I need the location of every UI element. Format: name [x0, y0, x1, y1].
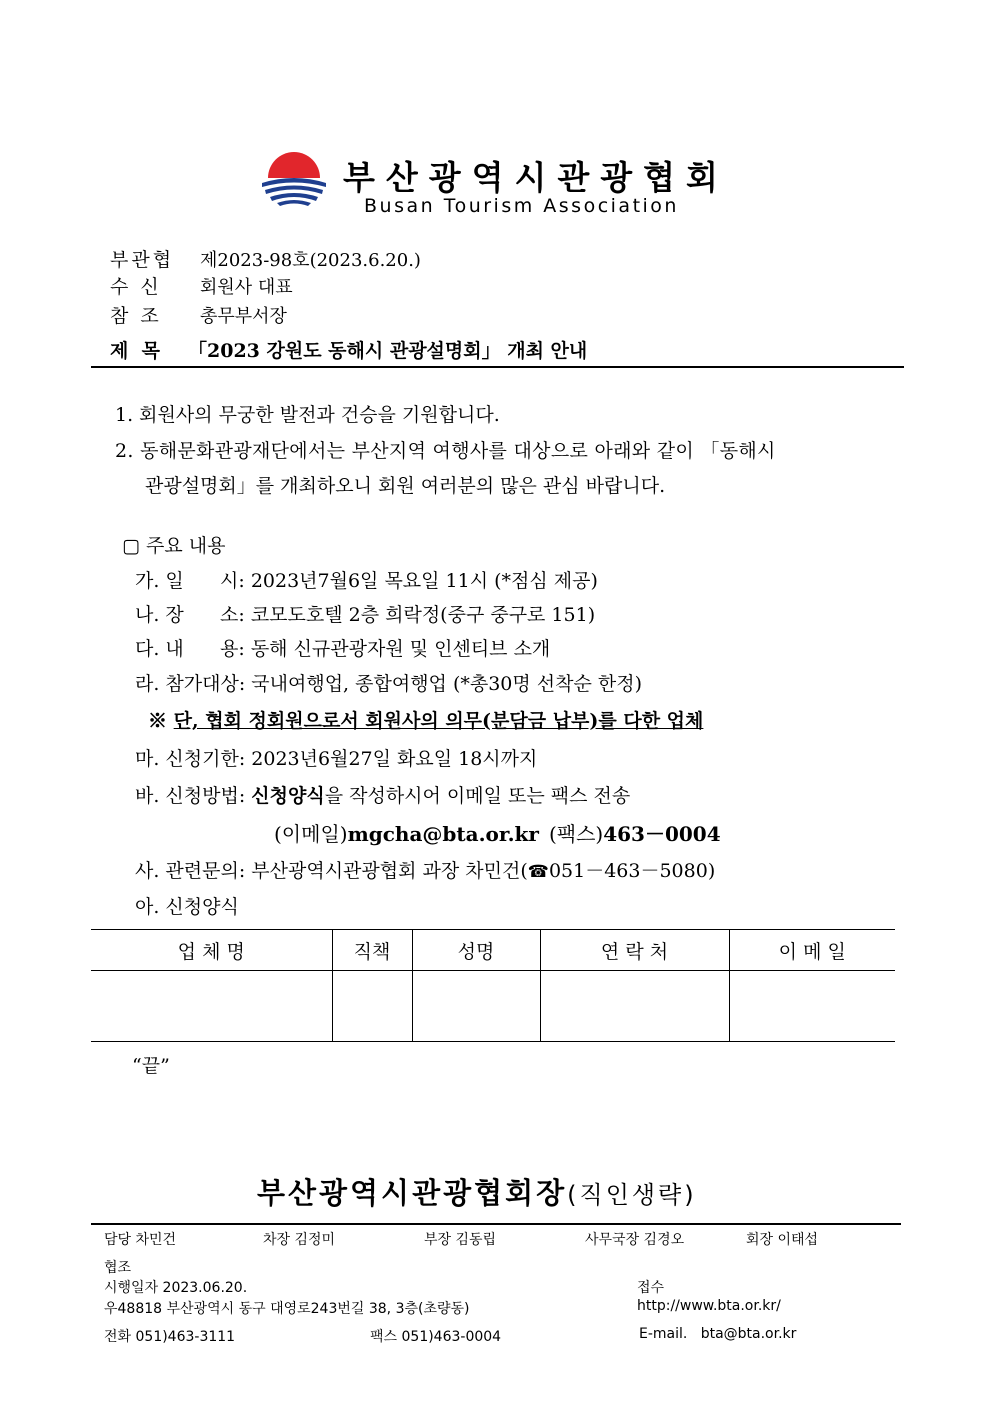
staff-secretary-general: 사무국장 김경오: [585, 1232, 685, 1248]
header-divider: [91, 366, 904, 368]
header-company: 업 체 명: [91, 930, 332, 971]
seal-note: (직인생략): [567, 1181, 697, 1209]
cell-contact[interactable]: [540, 971, 729, 1042]
phone: 전화 051)463-3111: [104, 1329, 236, 1345]
address: 우48818 부산광역시 동구 대영로243번길 38, 3층(초량동): [104, 1301, 470, 1317]
application-form-table: [91, 929, 895, 1042]
inquiry-prefix: 사. 관련문의: 부산광역시관광협회 과장 차민건(: [135, 860, 528, 882]
website-link[interactable]: http://www.bta.or.kr/: [637, 1298, 781, 1314]
table-header-row: [91, 930, 895, 971]
end-mark: “끝”: [132, 1055, 170, 1077]
header-email: 이 메 일: [729, 930, 895, 971]
email-label: (이메일): [274, 822, 348, 846]
cell-company[interactable]: [91, 971, 332, 1042]
detail-deadline: 마. 신청기한: 2023년6월27일 화요일 18시까지: [135, 748, 538, 770]
subject-value: 「2023 강원도 동해시 관광설명회」 개최 안내: [188, 340, 588, 362]
details-heading: ▢ 주요 내용: [122, 535, 226, 557]
detail-venue: 나. 장 소: 코모도호텔 2층 희락정(중구 중구로 151): [135, 604, 596, 626]
note-text: 단, 협회 정회원으로서 회원사의 의무(분담금 납부)를 다한 업체: [173, 710, 704, 732]
doc-number-value: 제2023-98호(2023.6.20.): [200, 250, 421, 271]
enforcement-date: 시행일자 2023.06.20.: [104, 1280, 248, 1296]
paragraph-1: 1. 회원사의 무궁한 발전과 건승을 기원합니다.: [115, 404, 500, 426]
recipient-value: 회원사 대표: [200, 277, 293, 298]
cooperation-label: 협조: [104, 1260, 132, 1276]
detail-inquiry: [135, 856, 715, 883]
receipt-label: 접수: [637, 1280, 665, 1296]
contact-fax: 463－0004: [603, 822, 721, 846]
detail-form-heading: 아. 신청양식: [135, 896, 239, 918]
recipient-label: 수 신: [110, 276, 159, 298]
eligibility-note: [148, 706, 703, 733]
detail-content: 다. 내 용: 동해 신규관광자원 및 인센티브 소개: [135, 638, 551, 660]
phone-icon: ☎: [527, 862, 549, 882]
subject-label: 제 목: [110, 340, 160, 362]
reference-value: 총무부서장: [200, 306, 287, 327]
note-mark: ※: [148, 710, 168, 732]
detail-date: 가. 일 시: 2023년7월6일 목요일 11시 (*점심 제공): [135, 570, 598, 592]
fax-label: (팩스): [548, 822, 604, 846]
association-logo: [259, 147, 329, 209]
fax: 팩스 051)463-0004: [370, 1329, 502, 1345]
reference-label: 참 조: [110, 305, 159, 327]
staff-deputy: 차장 김정미: [263, 1232, 336, 1248]
method-form-name: 신청양식: [251, 785, 325, 807]
signature: [257, 1171, 697, 1212]
cell-position[interactable]: [332, 971, 412, 1042]
staff-in-charge: 담당 차민건: [104, 1232, 177, 1248]
org-name-english: Busan Tourism Association: [364, 195, 679, 217]
contact-line: [274, 818, 721, 847]
footer-divider: [91, 1223, 901, 1225]
header-position: 직책: [332, 930, 412, 971]
header-contact: 연 락 처: [540, 930, 729, 971]
cell-email[interactable]: [729, 971, 895, 1042]
method-suffix: 을 작성하시어 이메일 또는 팩스 전송: [324, 785, 631, 807]
contact-email[interactable]: mgcha@bta.or.kr: [347, 822, 539, 846]
paragraph-2-line-1: 2. 동해문화관광재단에서는 부산지역 여행사를 대상으로 아래와 같이 「동해시: [115, 440, 776, 462]
staff-chairman: 회장 이태섭: [746, 1232, 819, 1248]
doc-number-label: 부관협: [110, 249, 175, 271]
detail-method: [135, 781, 630, 808]
paragraph-2-line-2: 관광설명회」를 개최하오니 회원 여러분의 많은 관심 바랍니다.: [145, 475, 666, 497]
cell-name[interactable]: [412, 971, 540, 1042]
org-name-korean: 부산광역시관광협회: [343, 158, 729, 197]
header-name: 성명: [412, 930, 540, 971]
table-row: [91, 971, 895, 1042]
staff-manager: 부장 김동립: [424, 1232, 497, 1248]
detail-target: 라. 참가대상: 국내여행업, 종합여행업 (*총30명 선착순 한정): [135, 673, 643, 695]
method-prefix: 바. 신청방법:: [135, 785, 252, 807]
email-link[interactable]: E-mail. bta@bta.or.kr: [639, 1326, 797, 1342]
inquiry-phone: 051－463－5080): [548, 860, 716, 882]
signature-name: 부산광역시관광협회장: [257, 1176, 568, 1210]
